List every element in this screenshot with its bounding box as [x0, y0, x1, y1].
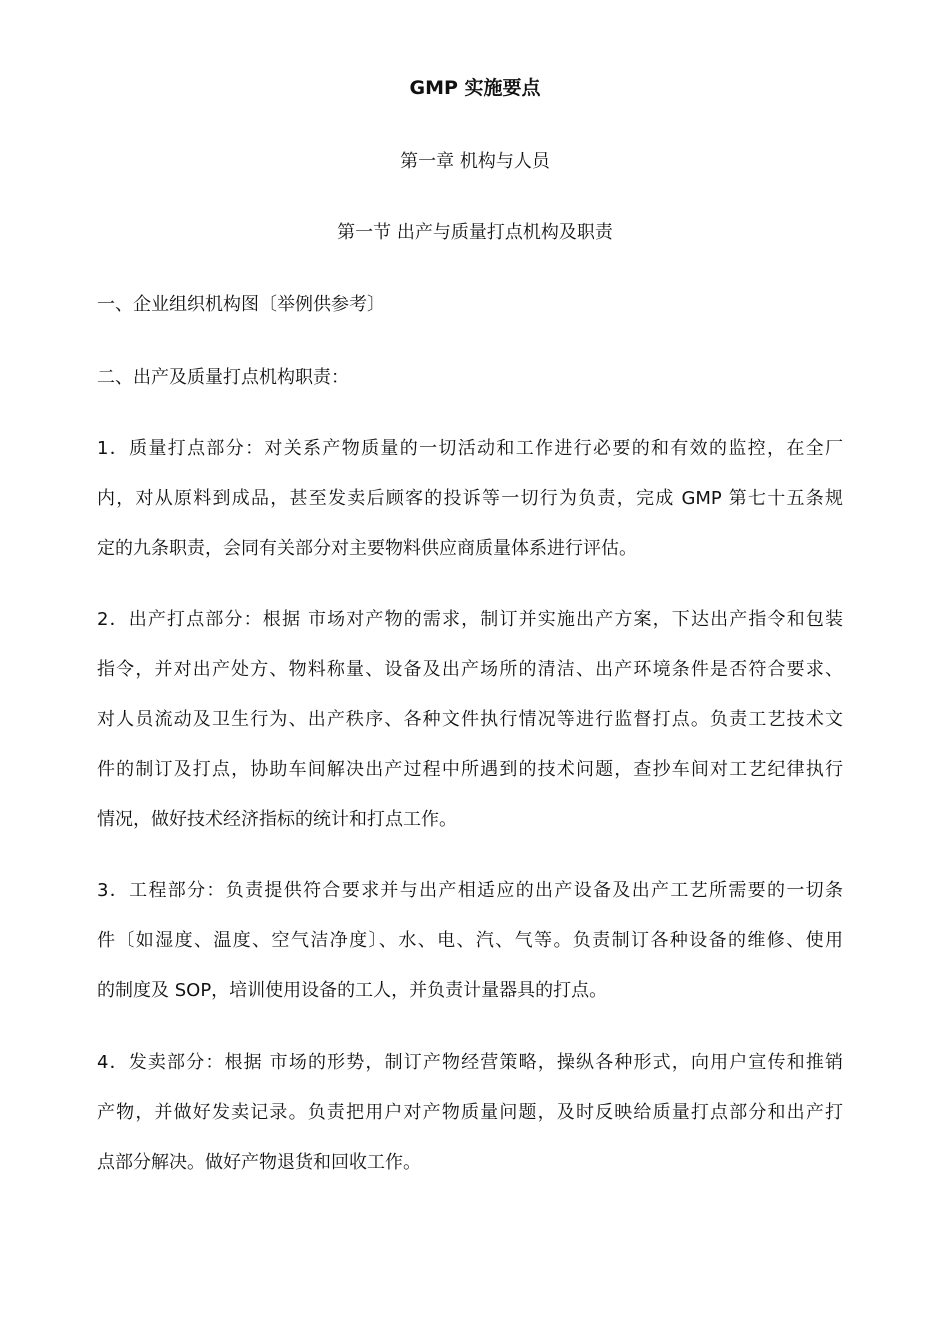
paragraph-engineering-dept: [97, 879, 843, 1029]
paragraph-line: 情况，做好技术经济指标的统计和打点工作。: [97, 809, 457, 830]
paragraph-line: 2．出产打点部分：根据 市场对产物的需求，制订并实施出产方案，下达出产指令和包装: [97, 609, 843, 630]
paragraph-line: 产物，并做好发卖记录。负责把用户对产物质量问题，及时反映给质量打点部分和出产打: [97, 1102, 843, 1123]
heading-org-chart: 一、企业组织机构图〔举例供参考〕: [97, 294, 385, 315]
paragraph-line: 3．工程部分：负责提供符合要求并与出产相适应的出产设备及出产工艺所需要的一切条: [97, 880, 843, 901]
paragraph-line: 对人员流动及卫生行为、出产秩序、各种文件执行情况等进行监督打点。负责工艺技术文: [97, 709, 843, 730]
paragraph-line: 1．质量打点部分：对关系产物质量的一切活动和工作进行必要的和有效的监控，在全厂: [97, 438, 843, 459]
paragraph-sales-dept: [97, 1051, 843, 1201]
paragraph-line: 定的九条职责，会同有关部分对主要物料供应商质量体系进行评估。: [97, 538, 637, 559]
paragraph-line: 件〔如湿度、温度、空气洁净度〕、水、电、汽、气等。负责制订各种设备的维修、使用: [97, 930, 843, 951]
document-title: GMP 实施要点: [409, 77, 541, 99]
paragraph-line: 点部分解决。做好产物退货和回收工作。: [97, 1152, 421, 1173]
paragraph-line: 指令，并对出产处方、物料称量、设备及出产场所的清洁、出产环境条件是否符合要求、: [97, 659, 843, 680]
section-title: 第一节 出产与质量打点机构及职责: [337, 222, 613, 243]
paragraph-line: 内，对从原料到成品，甚至发卖后顾客的投诉等一切行为负责，完成 GMP 第七十五条规: [97, 488, 843, 509]
chapter-title: 第一章 机构与人员: [400, 151, 550, 172]
paragraph-line: 的制度及 SOP，培训使用设备的工人，并负责计量器具的打点。: [97, 980, 608, 1001]
paragraph-production-dept: [97, 608, 843, 858]
paragraph-quality-dept: [97, 437, 843, 587]
paragraph-line: 4．发卖部分：根据 市场的形势，制订产物经营策略，操纵各种形式，向用户宣传和推销: [97, 1052, 843, 1073]
paragraph-line: 件的制订及打点，协助车间解决出产过程中所遇到的技术问题，查抄车间对工艺纪律执行: [97, 759, 843, 780]
heading-duties: 二、出产及质量打点机构职责：: [97, 367, 349, 388]
